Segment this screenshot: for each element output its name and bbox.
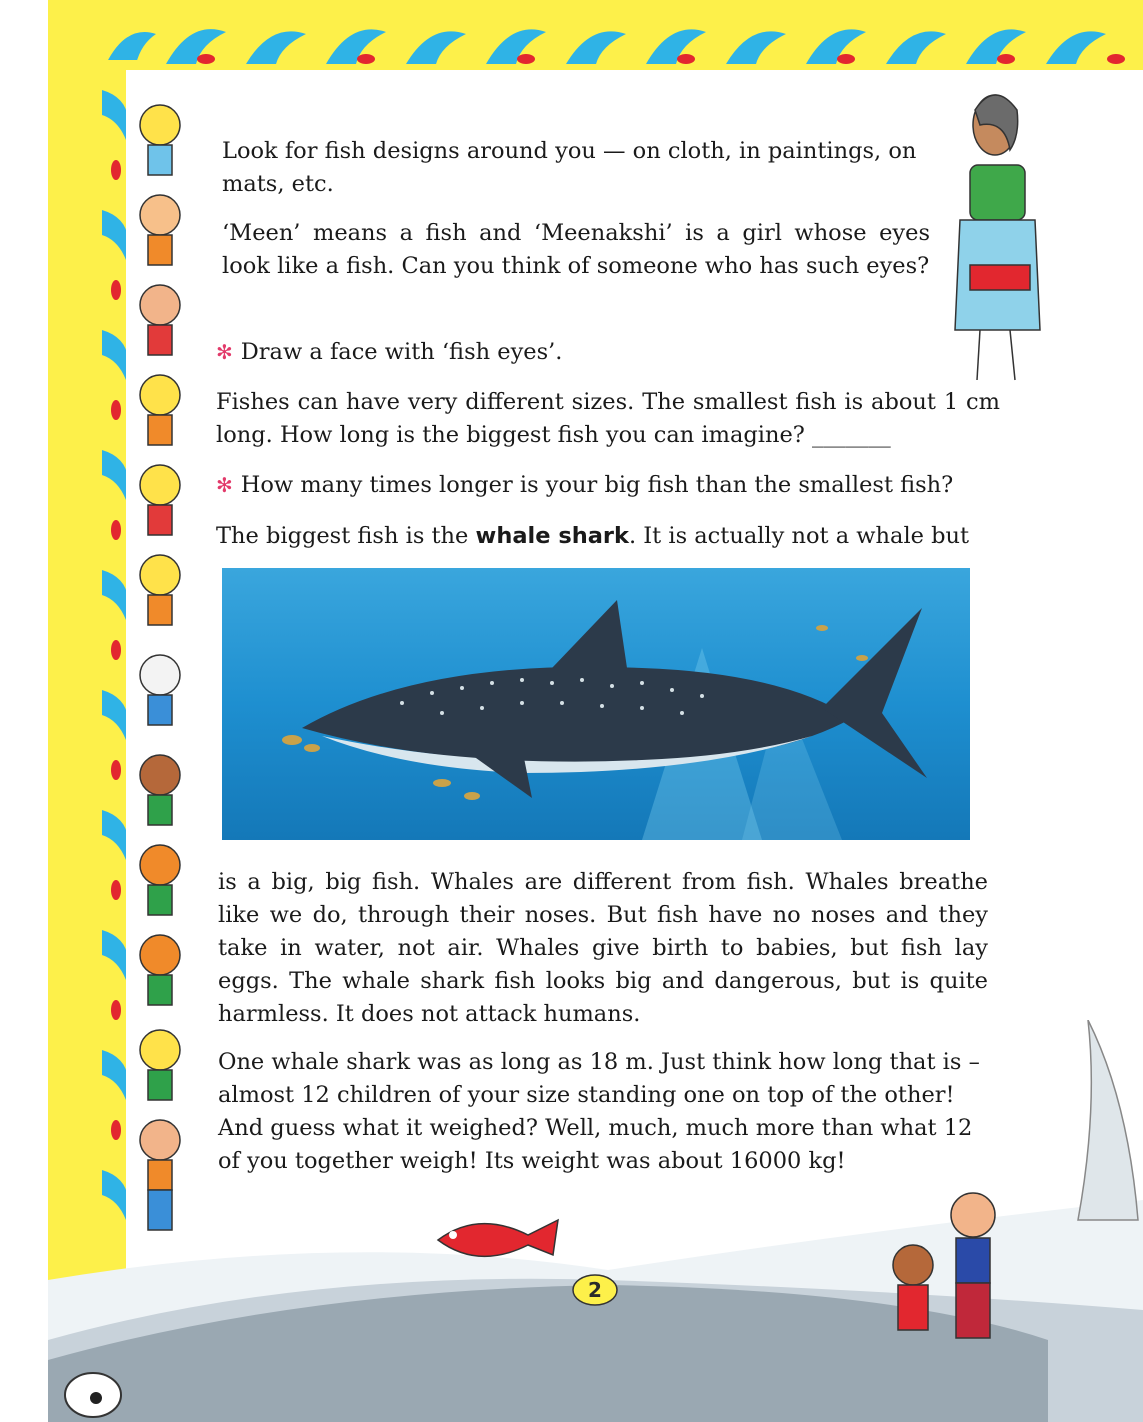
text-span: The biggest fish is the [216,523,476,549]
paragraph-whales-vs-fish: is a big, big fish. Whales are different from fish. Whales breathe like we do, through their noses. But fish have no noses and they take in water, not air. Whales give birth to babies, but fish lay eggs. The whale shark fish looks big and dangerous, but is quite harmless. It does not attack humans. [218,869,988,1027]
asterisk-star-icon: ✻ [216,473,233,497]
activity-text: How many times longer is your big fish than the smallest fish? [240,472,954,498]
page-number-badge [570,1272,620,1308]
paragraph-whale-shark-size: One whale shark was as long as 18 m. Just think how long that is – almost 12 children of your size standing one on top of the other! And guess what it weighed? Well, much, much more than what 12 of you together weigh! Its weight was about 16000 kg! [218,1049,980,1174]
activity-text: Draw a face with ‘fish eyes’. [240,339,563,365]
asterisk-star-icon: ✻ [216,340,233,364]
paragraph-meenakshi: ‘Meen’ means a fish and ‘Meenakshi’ is a girl whose eyes look like a fish. Can you think of someone who has such eyes? [222,220,930,279]
paragraph-fish-sizes: Fishes can have very different sizes. The smallest fish is about 1 cm long. How long is the biggest fish you can imagine? _______ [216,389,1000,448]
text-span: . It is actually not a whale but [628,523,970,549]
paragraph-whale-shark-intro [216,520,1000,553]
whale-shark-photo [222,568,970,840]
paragraph-fish-designs: Look for fish designs around you — on cloth, in paintings, on mats, etc. [222,138,917,197]
activity-how-many-times [216,469,1016,502]
keyword-whale-shark: whale shark [475,523,629,549]
page-number: 2 [588,1278,602,1302]
page-gutter [0,0,49,1422]
top-wave-border [96,14,1143,74]
activity-fish-eyes [216,336,976,369]
whale-and-children-illustration [48,1020,1143,1422]
